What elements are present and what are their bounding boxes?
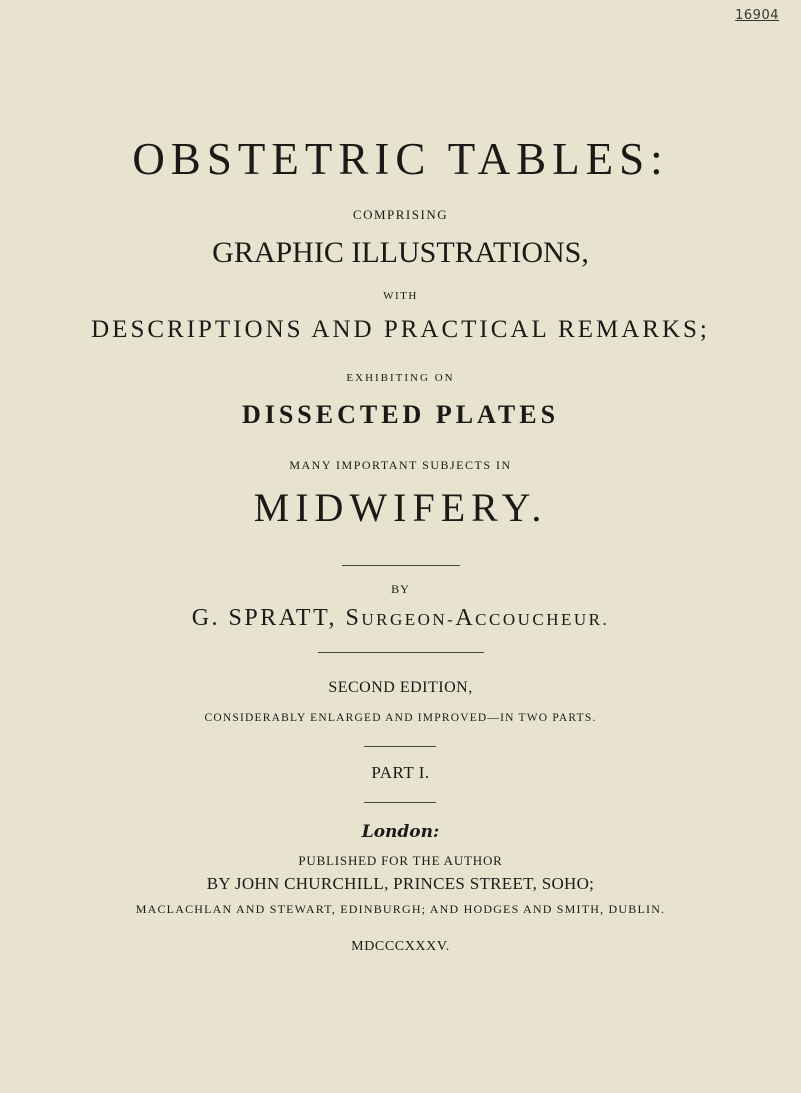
imprint-city: London:	[361, 822, 440, 842]
author-name: G. SPRATT,	[191, 605, 337, 631]
author-title: SURGEON-ACCOUCHEUR.	[345, 605, 610, 631]
co-publishers-line: MACLACHLAN AND STEWART, EDINBURGH; AND HODGES AND SMITH, DUBLIN.	[135, 902, 666, 916]
comprising-line: COMPRISING	[352, 207, 449, 222]
shelfmark-annotation: 16904	[735, 8, 779, 23]
part-line: PART I.	[371, 763, 430, 782]
many-subjects-line: MANY IMPORTANT SUBJECTS IN	[289, 458, 512, 472]
by-line: BY	[391, 582, 410, 596]
published-for-line: PUBLISHED FOR THE AUTHOR	[298, 853, 503, 868]
main-title: OBSTETRIC TABLES:	[132, 134, 669, 184]
midwifery-heading: MIDWIFERY.	[253, 485, 548, 530]
divider-rule-4	[364, 802, 436, 803]
graphic-illustrations-line: GRAPHIC ILLUSTRATIONS,	[212, 236, 589, 269]
enlarged-line: CONSIDERABLY ENLARGED AND IMPROVED—IN TWO PARTS.	[204, 712, 597, 724]
divider-rule-3	[364, 746, 436, 747]
author-line	[0, 605, 801, 632]
edition-line: SECOND EDITION,	[328, 679, 473, 696]
dissected-plates-line: DISSECTED PLATES	[241, 400, 560, 429]
publication-year: MDCCCXXXV.	[351, 939, 450, 954]
publisher-line: BY JOHN CHURCHILL, PRINCES STREET, SOHO;	[206, 874, 595, 893]
exhibiting-line: EXHIBITING ON	[346, 372, 455, 384]
with-line: WITH	[383, 290, 418, 302]
divider-rule-2	[318, 652, 484, 653]
divider-rule-1	[342, 565, 460, 566]
descriptions-line: DESCRIPTIONS AND PRACTICAL REMARKS;	[91, 316, 710, 343]
